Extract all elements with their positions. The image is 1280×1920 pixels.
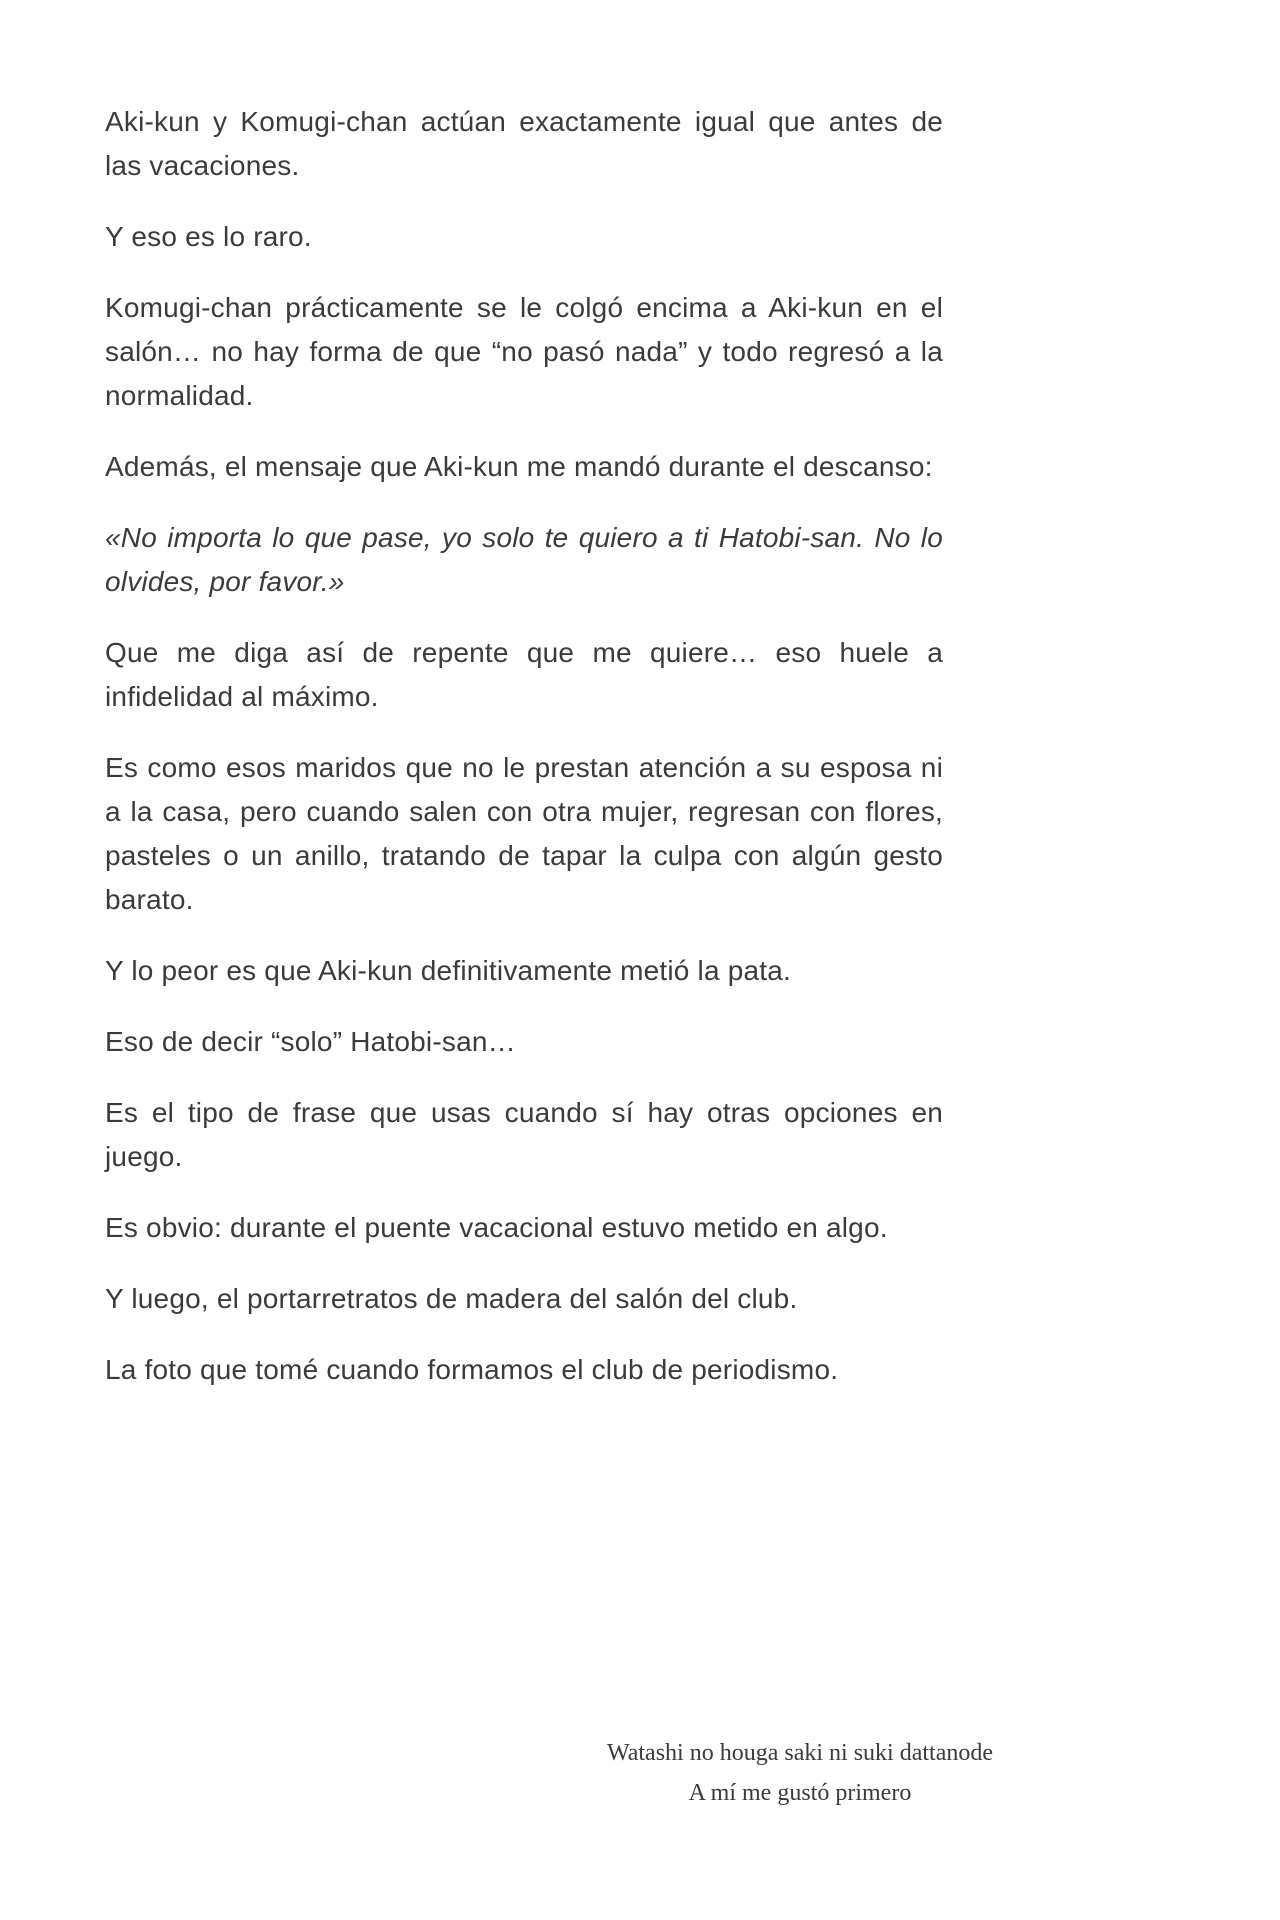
paragraph: Komugi-chan prácticamente se le colgó encima a Aki-kun en el salón… no hay forma de que “no pasó nada” y todo regresó a la normalidad. [105, 292, 943, 411]
quote-paragraph: «No importa lo que pase, yo solo te quiero a ti Hatobi-san. No lo olvides, por favor.» [105, 522, 943, 597]
footer [600, 1733, 1000, 1813]
paragraph: Y luego, el portarretratos de madera del salón del club. [105, 1283, 798, 1314]
paragraph: La foto que tomé cuando formamos el club de periodismo. [105, 1354, 839, 1385]
paragraph: Que me diga así de repente que me quiere… eso huele a infidelidad al máximo. [105, 637, 943, 712]
text-content [105, 100, 943, 1419]
paragraph: Además, el mensaje que Aki-kun me mandó durante el descanso: [105, 451, 933, 482]
footer-title-spanish: A mí me gustó primero [688, 1780, 912, 1806]
paragraph: Y lo peor es que Aki-kun definitivamente metió la pata. [105, 955, 791, 986]
paragraph: Y eso es lo raro. [105, 221, 312, 252]
paragraph: Eso de decir “solo” Hatobi-san… [105, 1026, 516, 1057]
paragraph: Aki-kun y Komugi-chan actúan exactamente igual que antes de las vacaciones. [105, 106, 943, 181]
footer-title-romaji: Watashi no houga saki ni suki dattanode [607, 1740, 993, 1766]
paragraph: Es como esos maridos que no le prestan atención a su esposa ni a la casa, pero cuando salen con otra mujer, regresan con flores, pasteles o un anillo, tratando de tapar la culpa con algún gesto barato. [105, 752, 943, 915]
paragraph: Es obvio: durante el puente vacacional estuvo metido en algo. [105, 1212, 888, 1243]
paragraph: Es el tipo de frase que usas cuando sí hay otras opciones en juego. [105, 1097, 943, 1172]
